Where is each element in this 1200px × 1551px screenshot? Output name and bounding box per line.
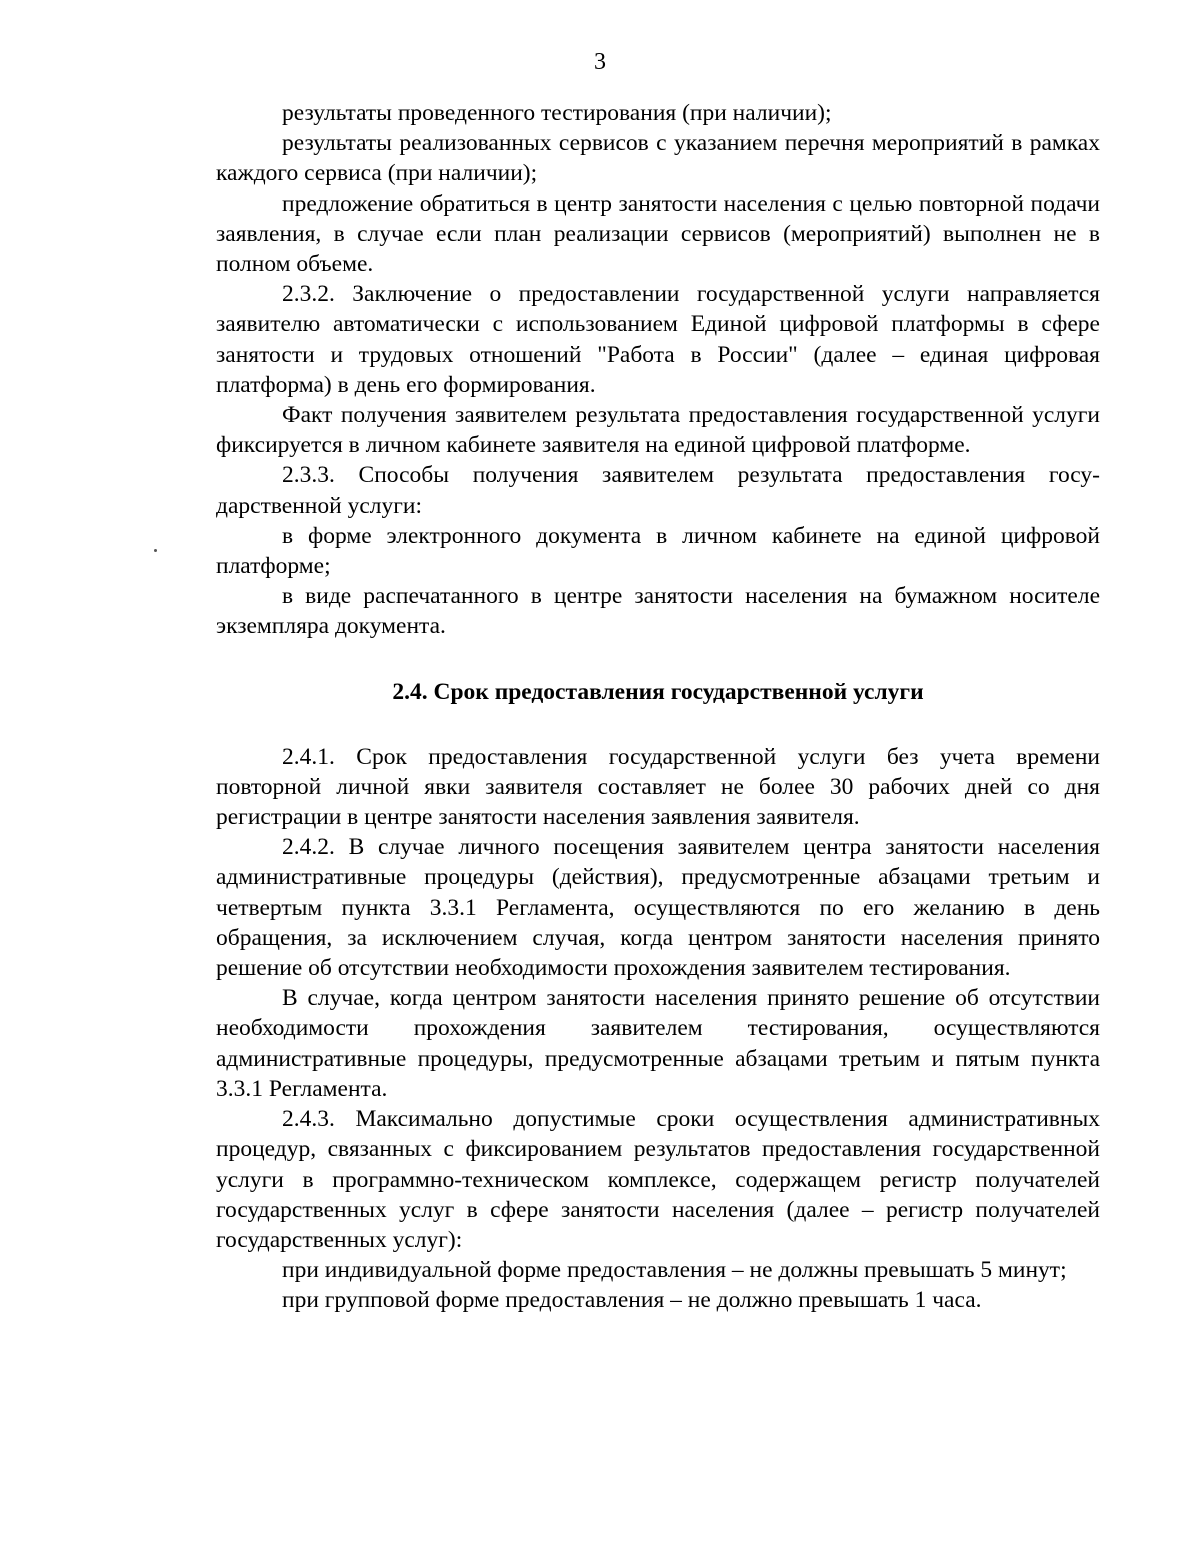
paragraph-paper-form: в виде распечатанного в центре занятости населения на бумажном носителе экземпляра документа. [216, 583, 1100, 640]
page-number: 3 [594, 49, 606, 75]
paragraph-reapply-proposal: предложение обратиться в центр занятости населения с целью повторной подачи заявления, в случае если план реализации сервисов (мероприятий) выполнен не в полном объеме. [216, 190, 1100, 278]
paragraph-2-4-3: 2.4.3. Максимально допустимые сроки осуществления административных процедур, связанных с фиксированием результатов предоставления государственной услуги в программно-техническом комплексе, содержащем регистр получателей государственных услуг в сфере занятости населения (далее – регистр получателей государственных услуг): [216, 1106, 1100, 1253]
paragraph-receipt-fact: Факт получения заявителем результата предоставления государственной услуги фиксируется в личном кабинете заявителя на единой цифровой платформе. [216, 402, 1100, 459]
paragraph-2-3-3: 2.3.3. Способы получения заявителем результата предоставления государственной услуги: [216, 462, 1100, 519]
paragraph-2-4-2: 2.4.2. В случае личного посещения заявителем центра занятости населения административные процедуры (действия), предусмотренные абзацами третьим и четвертым пункта 3.3.1 Регламента, осуществляются по его желанию в день обращения, за исключением случая, когда центром занятости населения принято решение об отсутствии необходимости прохождения заявителем тестирования. [216, 834, 1100, 982]
paragraph-2-3-2: 2.3.2. Заключение о предоставлении государственной услуги направляется заявителю автоматически с использованием Единой цифровой платформы в сфере занятости и трудовых отношений "Работа в России" (далее – единая цифровая платформа) в день его формирования. [216, 281, 1100, 398]
paragraph-no-testing-case: В случае, когда центром занятости населения принято решение об отсутствии необходимости прохождения заявителем тестирования, осуществляются административные процедуры, предусмотренные абзацами третьим и пятым пункта 3.3.1 Регламента. [216, 985, 1100, 1102]
paragraph-testing-results: результаты проведенного тестирования (при наличии); [282, 100, 832, 126]
paragraph-2-4-1: 2.4.1. Срок предоставления государственной услуги без учета времени повторной личной явки заявителя составляет не более 30 рабочих дней со дня регистрации в центре занятости населения заявления заявителя. [216, 743, 1100, 831]
section-heading-2-4: 2.4. Срок предоставления государственной услуги [392, 678, 924, 705]
paragraph-electronic-form: в форме электронного документа в личном кабинете на единой цифровой платформе; [216, 522, 1100, 580]
stray-dot [154, 549, 157, 552]
paragraph-group-form: при групповой форме предоставления – не должно превышать 1 часа. [282, 1287, 982, 1314]
paragraph-individual-form: при индивидуальной форме предоставления – не должны превышать 5 минут; [282, 1257, 1067, 1284]
document-body [216, 98, 1100, 1316]
paragraph-service-results: результаты реализованных сервисов с указанием перечня мероприятий в рамках каждого сервиса (при наличии); [216, 130, 1100, 187]
